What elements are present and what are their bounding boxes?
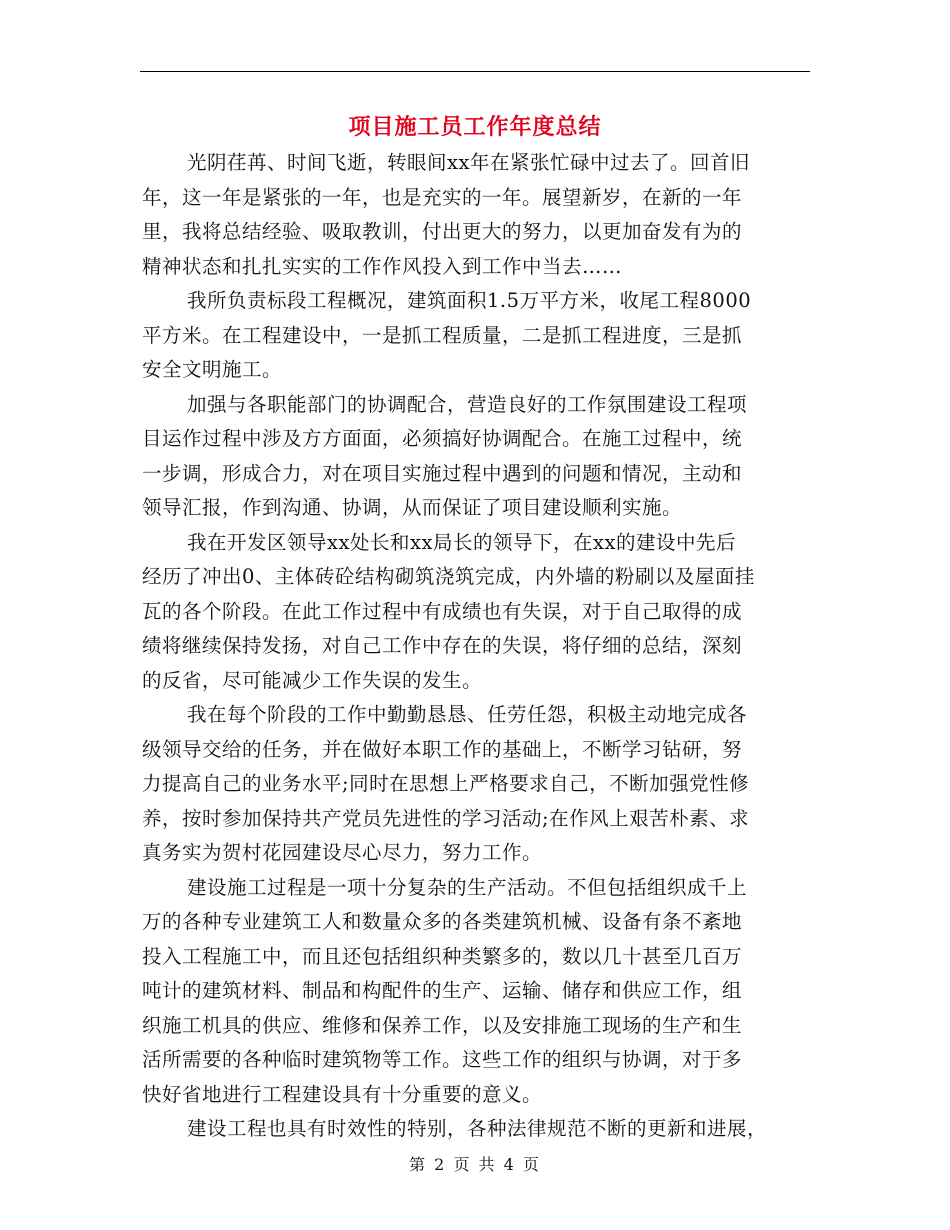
body-line: 目运作过程中涉及方方面面，必须搞好协调配合。在施工过程中，统 (142, 427, 743, 450)
body-line: 平方米。在工程建设中，一是抓工程质量，二是抓工程进度，三是抓 (142, 323, 743, 347)
body-line: 快好省地进行工程建设具有十分重要的意义。 (142, 1082, 543, 1106)
body-line: 我所负责标段工程概况，建筑面积1.5万平方米，收尾工程8000 (187, 289, 752, 312)
document-body (142, 146, 814, 1147)
body-line: 加强与各职能部门的协调配合，营造良好的工作氛围建设工程项 (187, 392, 748, 416)
body-line: 养，按时参加保持共产党员先进性的学习活动;在作风上艰苦朴素、求 (142, 806, 750, 830)
body-line: 力提高自己的业务水平;同时在思想上严格要求自己，不断加强党性修 (142, 772, 750, 795)
body-line: 绩将继续保持发扬，对自己工作中存在的失误，将仔细的总结，深刻 (142, 634, 743, 657)
body-line: 我在每个阶段的工作中勤勤恳恳、任劳任怨，积极主动地完成各 (187, 703, 748, 726)
body-line: 我在开发区领导xx处长和xx局长的领导下，在xx的建设中先后 (187, 530, 736, 554)
body-line: 建设工程也具有时效性的特别，各种法律规范不断的更新和进展， (187, 1117, 768, 1140)
body-line: 真务实为贺村花园建设尽心尽力，努力工作。 (142, 841, 543, 864)
body-line: 领导汇报，作到沟通、协调，从而保证了项目建设顺利实施。 (142, 496, 683, 519)
page-footer: 第 2 页 共 4 页 (409, 1155, 541, 1174)
body-line: 级领导交给的任务，并在做好本职工作的基础上，不断学习钻研，努 (142, 737, 743, 761)
header-rule (140, 71, 810, 72)
body-line: 光阴荏苒、时间飞逝，转眼间xx年在紧张忙碌中过去了。回首旧 (187, 151, 750, 174)
body-line: 瓦的各个阶段。在此工作过程中有成绩也有失误，对于自己取得的成 (142, 599, 743, 623)
body-line: 万的各种专业建筑工人和数量众多的各类建筑机械、设备有条不紊地 (142, 910, 743, 933)
document-title: 项目施工员工作年度总结 (348, 114, 602, 140)
body-line: 吨计的建筑材料、制品和构配件的生产、运输、储存和供应工作，组 (142, 979, 743, 1002)
body-line: 的反省，尽可能减少工作失误的发生。 (142, 668, 483, 692)
body-line: 建设施工过程是一项十分复杂的生产活动。不但包括组织成千上 (187, 875, 748, 899)
body-line: 一步调，形成合力，对在项目实施过程中遇到的问题和情况，主动和 (142, 461, 743, 485)
body-line: 活所需要的各种临时建筑物等工作。这些工作的组织与协调，对于多 (142, 1048, 743, 1071)
body-line: 投入工程施工中，而且还包括组织种类繁多的，数以几十甚至几百万 (142, 944, 743, 968)
body-line: 年，这一年是紧张的一年，也是充实的一年。展望新岁，在新的一年 (142, 185, 743, 209)
body-line: 精神状态和扎扎实实的工作作风投入到工作中当去…… (142, 254, 623, 278)
body-line: 里，我将总结经验、吸取教训，付出更大的努力，以更加奋发有为的 (142, 220, 743, 243)
body-line: 经历了冲出0、主体砖砼结构砌筑浇筑完成，内外墙的粉刷以及屋面挂 (142, 565, 755, 588)
body-line: 织施工机具的供应、维修和保养工作，以及安排施工现场的生产和生 (142, 1013, 743, 1037)
body-line: 安全文明施工。 (142, 358, 283, 381)
